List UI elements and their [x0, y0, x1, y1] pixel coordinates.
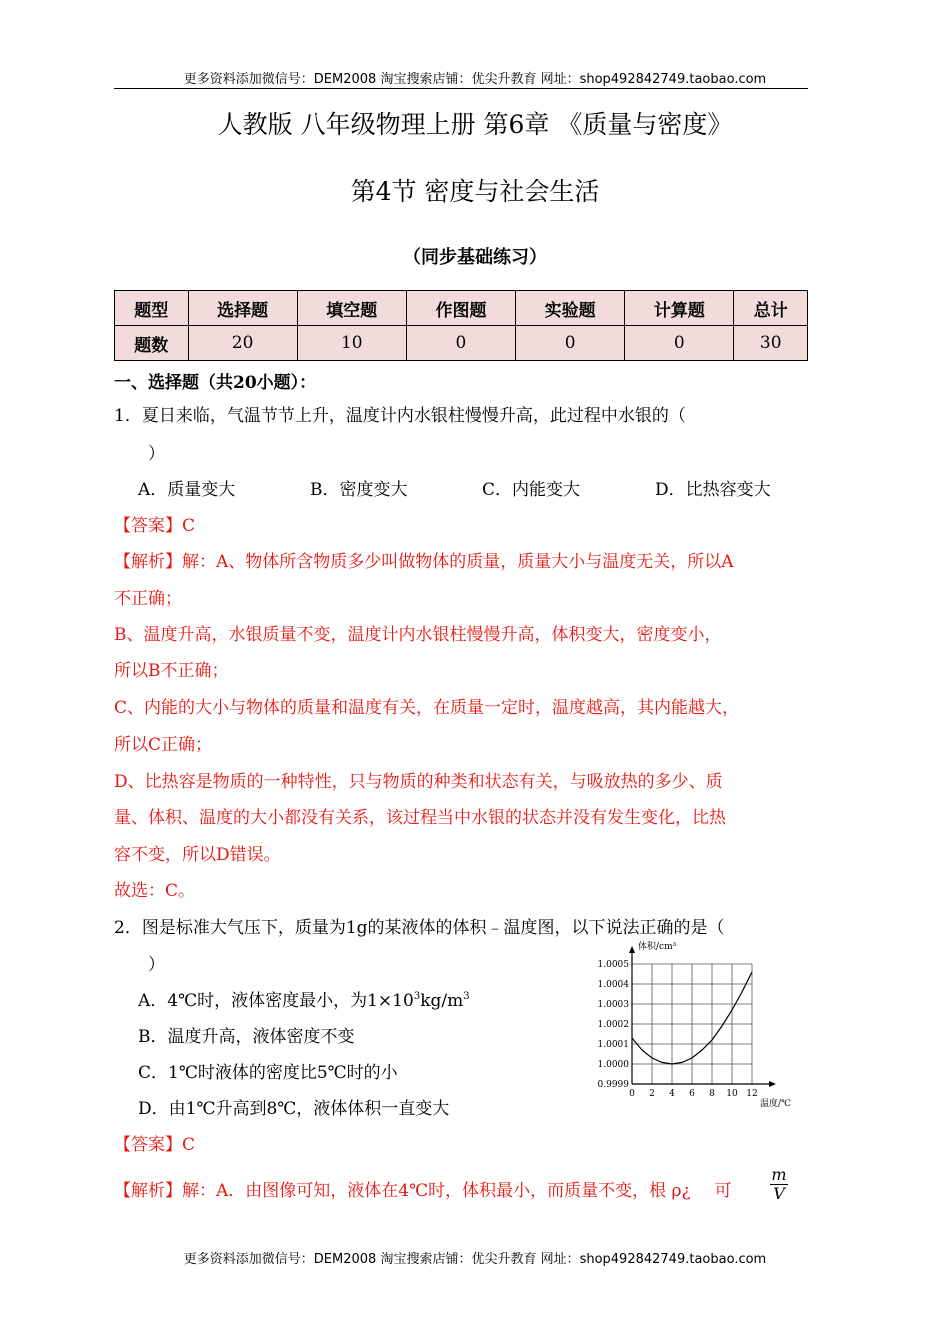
question-stats-table [114, 290, 808, 361]
fraction-denominator: V [773, 1184, 785, 1203]
density-fraction [770, 1166, 788, 1203]
x-tick-label: 2 [649, 1089, 655, 1099]
q2-analysis-line [114, 1176, 732, 1201]
header-rule [114, 88, 808, 89]
q1-analysis-line: B、温度升高，水银质量不变，温度计内水银柱慢慢升高，体积变大，密度变小， [114, 625, 722, 645]
section-heading: 一、选择题（共20小题）： [114, 373, 317, 393]
volume-temperature-chart [590, 938, 810, 1110]
q1-option-c: C．内能变大 [482, 480, 581, 500]
chart-tick-labels [598, 960, 758, 1099]
q2-option-a-unit: kg/m [420, 991, 464, 1011]
x-axis-arrow [769, 1081, 776, 1087]
q1-option-a: A．质量变大 [138, 480, 236, 500]
x-tick-label: 0 [629, 1089, 635, 1099]
q1-analysis-line: 不正确； [114, 589, 182, 609]
table-header-cell: 题型 [115, 291, 189, 326]
q1-analysis-line: C、内能的大小与物体的质量和温度有关，在质量一定时，温度越高，其内能越大， [114, 698, 740, 718]
q2-stem: 2．图是标准大气压下，质量为1g的某液体的体积﹣温度图，以下说法正确的是（ [114, 918, 725, 938]
page-header: 更多资料添加微信号：DEM2008 淘宝搜索店铺：优尖升教育 网址：shop492842749.taobao.com [183, 72, 767, 87]
q1-analysis-line: 所以B不正确； [114, 661, 229, 681]
table-cell: 0 [406, 326, 515, 361]
y-tick-label: 0.9999 [597, 1080, 629, 1090]
q2-option-a [138, 986, 470, 1011]
y-tick-label: 1.0005 [597, 960, 629, 970]
q2-option-a-text: A．4℃时，液体密度最小，为1×10 [138, 991, 414, 1011]
table-header-cell: 作图题 [406, 291, 515, 326]
table-cell: 0 [625, 326, 734, 361]
document-title: 人教版 八年级物理上册 第6章 《质量与密度》 [217, 110, 733, 139]
q2-stem-end: ） [148, 955, 165, 975]
chart-axes [629, 946, 776, 1087]
table-header-cell: 总计 [734, 291, 808, 326]
x-tick-label: 4 [669, 1089, 675, 1099]
x-tick-label: 10 [726, 1089, 738, 1099]
chart-y-label: 体积/cm³ [638, 942, 677, 952]
y-axis-arrow [629, 946, 635, 953]
table-header-cell: 计算题 [625, 291, 734, 326]
q1-stem-end: ） [148, 444, 165, 464]
y-tick-label: 1.0001 [597, 1040, 629, 1050]
q2-option-b: B．温度升高，液体密度不变 [138, 1027, 355, 1047]
fraction-numerator: m [771, 1165, 787, 1184]
table-cell: 0 [516, 326, 625, 361]
x-tick-label: 6 [689, 1089, 695, 1099]
q2-answer: 【答案】C [114, 1135, 196, 1155]
exponent: 3 [463, 991, 470, 1002]
x-tick-label: 8 [709, 1089, 715, 1099]
y-tick-label: 1.0003 [597, 1000, 629, 1010]
table-header-cell: 实验题 [516, 291, 625, 326]
y-tick-label: 1.0000 [597, 1060, 629, 1070]
table-header-cell: 填空题 [297, 291, 406, 326]
q2-analysis-tail: 可 [714, 1181, 732, 1201]
q1-analysis-line: 故选：C。 [114, 881, 196, 901]
q1-stem: 1．夏日来临，气温节节上升，温度计内水银柱慢慢升高，此过程中水银的（ [114, 406, 686, 426]
q1-option-d: D．比热容变大 [655, 480, 771, 500]
q1-analysis-line: 容不变，所以D错误。 [114, 845, 281, 865]
chart-x-label: 温度/℃ [760, 1099, 792, 1109]
q1-analysis-line: D、比热容是物质的一种特性，只与物质的种类和状态有关，与吸放热的多少、质 [114, 772, 723, 792]
q2-analysis-text: 【解析】解：A．由图像可知，液体在4℃时，体积最小，而质量不变，根 ρ¿ [114, 1181, 691, 1201]
table-row [115, 326, 808, 361]
table-header-cell: 选择题 [188, 291, 297, 326]
q1-answer: 【答案】C [114, 516, 196, 536]
q1-analysis-line: 所以C正确； [114, 735, 213, 755]
page-footer: 更多资料添加微信号：DEM2008 淘宝搜索店铺：优尖升教育 网址：shop492842749.taobao.com [183, 1252, 767, 1267]
q1-analysis-line: 量、体积、温度的大小都没有关系，该过程当中水银的状态并没有发生变化，比热 [114, 808, 726, 828]
table-header-row [115, 291, 808, 326]
q1-option-b: B．密度变大 [310, 480, 408, 500]
x-tick-label: 12 [746, 1089, 758, 1099]
table-cell: 30 [734, 326, 808, 361]
section-title: 第4节 密度与社会生活 [350, 177, 600, 206]
q1-analysis-line: 【解析】解：A、物体所含物质多少叫做物体的质量，质量大小与温度无关，所以A [114, 552, 734, 572]
exponent: 3 [413, 991, 421, 1002]
table-cell: 10 [297, 326, 406, 361]
q2-option-d: D．由1℃升高到8℃，液体体积一直变大 [138, 1099, 450, 1119]
q2-option-c: C．1℃时液体的密度比5℃时的小 [138, 1063, 398, 1083]
y-tick-label: 1.0002 [597, 1020, 629, 1030]
table-cell: 20 [188, 326, 297, 361]
chart-grid [632, 964, 752, 1084]
y-tick-label: 1.0004 [597, 980, 629, 990]
table-row-label: 题数 [115, 326, 189, 361]
subtitle: （同步基础练习） [403, 247, 547, 268]
